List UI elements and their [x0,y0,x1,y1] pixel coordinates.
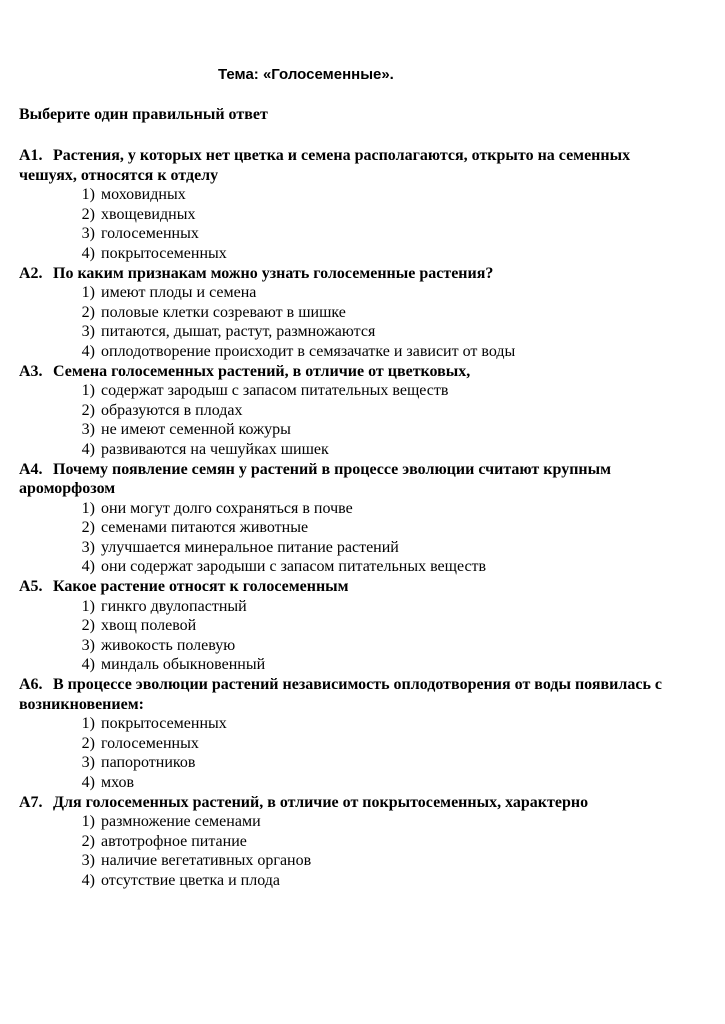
question-number: А3. [19,362,43,380]
question-body: В процессе эволюции растений независимость оплодотворения от воды появилась с возникновением: [19,676,663,713]
option-text: наличие вегетативных органов [101,852,312,870]
answer-option [19,499,679,519]
option-text: хвощевидных [101,205,196,223]
answer-option [19,283,679,303]
option-number: 4) [81,774,95,791]
answer-option [19,185,679,205]
option-text: отсутствие цветка и плода [101,871,281,889]
question-body: Какое растение относят к голосеменным [53,578,349,596]
answer-option [19,440,679,460]
answer-option [19,205,679,225]
question-block [19,264,679,362]
option-number: 2) [81,401,95,419]
option-number: 1) [81,284,95,302]
option-text: покрытосеменных [101,715,227,733]
option-text: развиваются на чешуйках шишек [101,440,329,458]
option-number: 4) [81,871,95,889]
question-text [19,362,679,382]
question-number: А4. [19,460,43,478]
question-text [19,264,679,284]
answer-option [19,557,679,577]
option-text: миндаль обыкновенный [101,656,266,674]
question-text [19,146,679,185]
answer-options [19,283,679,361]
option-number: 3) [81,636,95,654]
option-number: 3) [81,225,95,243]
option-text: семенами питаются животные [101,519,309,537]
answer-options [19,381,679,459]
question-block [19,146,679,264]
option-number: 4) [81,656,95,674]
answer-option [19,832,679,852]
option-text: гинкго двулопастный [101,597,247,615]
question-number: А1. [19,147,43,164]
question-block [19,577,679,675]
option-text: автотрофное питание [101,832,247,850]
page-title: Тема: «Голосеменные». [218,66,394,83]
question-block [19,675,679,793]
option-number: 2) [81,205,95,223]
answer-option [19,518,679,538]
question-block [19,460,679,578]
question-number: А7. [19,793,43,811]
answer-options [19,597,679,675]
option-number: 1) [81,499,95,517]
option-number: 4) [81,558,95,576]
option-text: половые клетки созревают в шишке [101,303,346,321]
answer-option [19,401,679,421]
question-body: Для голосеменных растений, в отличие от покрытосеменных, характерно [53,793,589,811]
question-text [19,793,679,813]
option-text: имеют плоды и семена [101,284,257,302]
option-number: 2) [81,734,95,752]
option-text: оплодотворение происходит в семязачатке и зависит от воды [101,342,516,360]
option-text: размножение семенами [101,813,261,831]
question-block [19,793,679,891]
answer-option [19,322,679,342]
answer-option [19,812,679,832]
option-text: они могут долго сохраняться в почве [101,499,353,517]
answer-option [19,616,679,636]
option-number: 3) [81,421,95,439]
option-text: мхов [101,774,135,791]
answer-option [19,636,679,656]
question-number: А2. [19,264,43,282]
option-text: моховидных [101,186,186,204]
question-body: Растения, у которых нет цветка и семена располагаются, открыто на семенных чешуях, относятся к отделу [19,147,631,184]
answer-option [19,753,679,773]
option-number: 1) [81,813,95,831]
answer-options [19,714,679,792]
question-text [19,460,679,499]
option-text: голосеменных [101,225,199,243]
answer-option [19,871,679,891]
instruction-heading: Выберите один правильный ответ [19,106,268,123]
option-number: 2) [81,617,95,635]
answer-option [19,420,679,440]
option-number: 3) [81,852,95,870]
option-text: не имеют семенной кожуры [101,421,291,439]
question-number: А6. [19,676,43,694]
option-text: образуются в плодах [101,401,243,419]
answer-option [19,244,679,264]
answer-option [19,303,679,323]
answer-option [19,773,679,793]
option-text: хвощ полевой [101,617,197,635]
option-text: голосеменных [101,734,199,752]
answer-options [19,499,679,577]
question-number: А5. [19,578,43,596]
question-text [19,675,679,714]
option-number: 2) [81,303,95,321]
option-text: папоротников [101,754,196,772]
answer-option [19,734,679,754]
answer-option [19,714,679,734]
answer-option [19,224,679,244]
option-number: 1) [81,382,95,400]
option-number: 1) [81,186,95,204]
option-text: они содержат зародыши с запасом питательных веществ [101,558,487,576]
answer-options [19,812,679,890]
option-number: 4) [81,342,95,360]
option-number: 1) [81,715,95,733]
question-body: По каким признакам можно узнать голосеменные растения? [53,264,494,282]
option-number: 4) [81,440,95,458]
answer-option [19,851,679,871]
option-text: живокость полевую [101,636,236,654]
option-number: 4) [81,244,95,262]
question-body: Семена голосеменных растений, в отличие от цветковых, [53,362,471,380]
answer-option [19,538,679,558]
question-block [19,362,679,460]
answer-option [19,655,679,675]
question-list [19,146,679,891]
option-number: 1) [81,597,95,615]
option-number: 2) [81,519,95,537]
option-text: улучшается минеральное питание растений [101,538,399,556]
answer-option [19,381,679,401]
answer-options [19,185,679,263]
option-number: 3) [81,323,95,341]
option-text: покрытосеменных [101,244,227,262]
question-text [19,577,679,597]
option-text: содержат зародыш с запасом питательных веществ [101,382,449,400]
answer-option [19,342,679,362]
option-text: питаются, дышат, растут, размножаются [101,323,376,341]
option-number: 3) [81,538,95,556]
answer-option [19,597,679,617]
question-body: Почему появление семян у растений в процессе эволюции считают крупным ароморфозом [19,460,612,498]
option-number: 3) [81,754,95,772]
option-number: 2) [81,832,95,850]
